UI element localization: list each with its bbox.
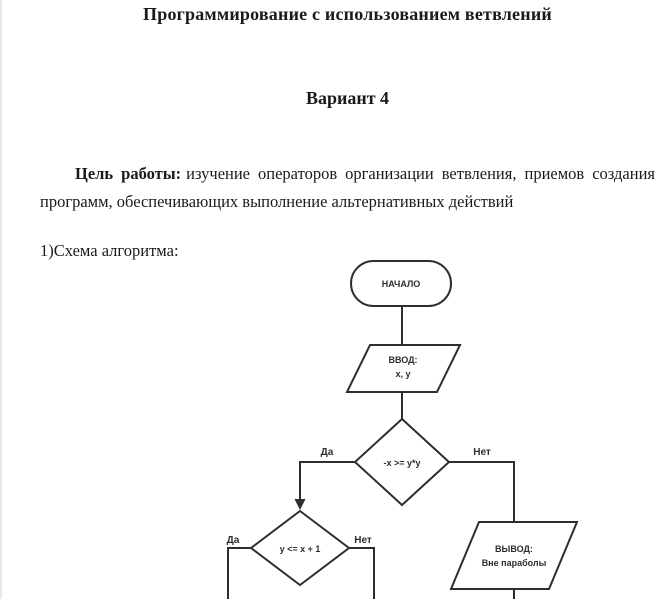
start-label: НАЧАЛО [381, 279, 421, 289]
condition1-label: -x >= y*y [383, 458, 421, 468]
output-label-line1: ВЫВОД: [495, 544, 533, 554]
cond1-yes-label: Да [320, 447, 334, 458]
arrowhead-down-icon [295, 499, 306, 510]
flowchart-canvas [2, 0, 666, 599]
cond2-yes-label: Да [226, 535, 240, 546]
connector-cond2-no [349, 548, 374, 599]
cond2-no-label: Нет [354, 535, 372, 546]
section-heading: 1)Схема алгоритма: [40, 241, 179, 260]
condition2-label: y <= x + 1 [279, 544, 321, 554]
algorithm-flowchart [2, 0, 666, 599]
input-label [388, 353, 417, 381]
connector-cond2-yes [228, 548, 251, 599]
cond1-no-label: Нет [473, 447, 491, 458]
output-label-line2: Вне параболы [481, 558, 547, 568]
variant-heading: Вариант 4 [305, 88, 390, 108]
goal-text: изучение операторов организации ветвления, приемов создания программ, обеспечивающих выполнение альтернативных действий [40, 164, 655, 211]
document-title: Программирование с использованием ветвлений [143, 4, 552, 24]
connector-cond1-yes [300, 462, 355, 500]
goal-label: Цель работы: [75, 164, 182, 183]
input-label-line1: ВВОД: [388, 355, 418, 365]
connector-cond1-no [449, 462, 514, 523]
output-label [482, 542, 547, 570]
input-label-line2: x, y [395, 369, 411, 379]
